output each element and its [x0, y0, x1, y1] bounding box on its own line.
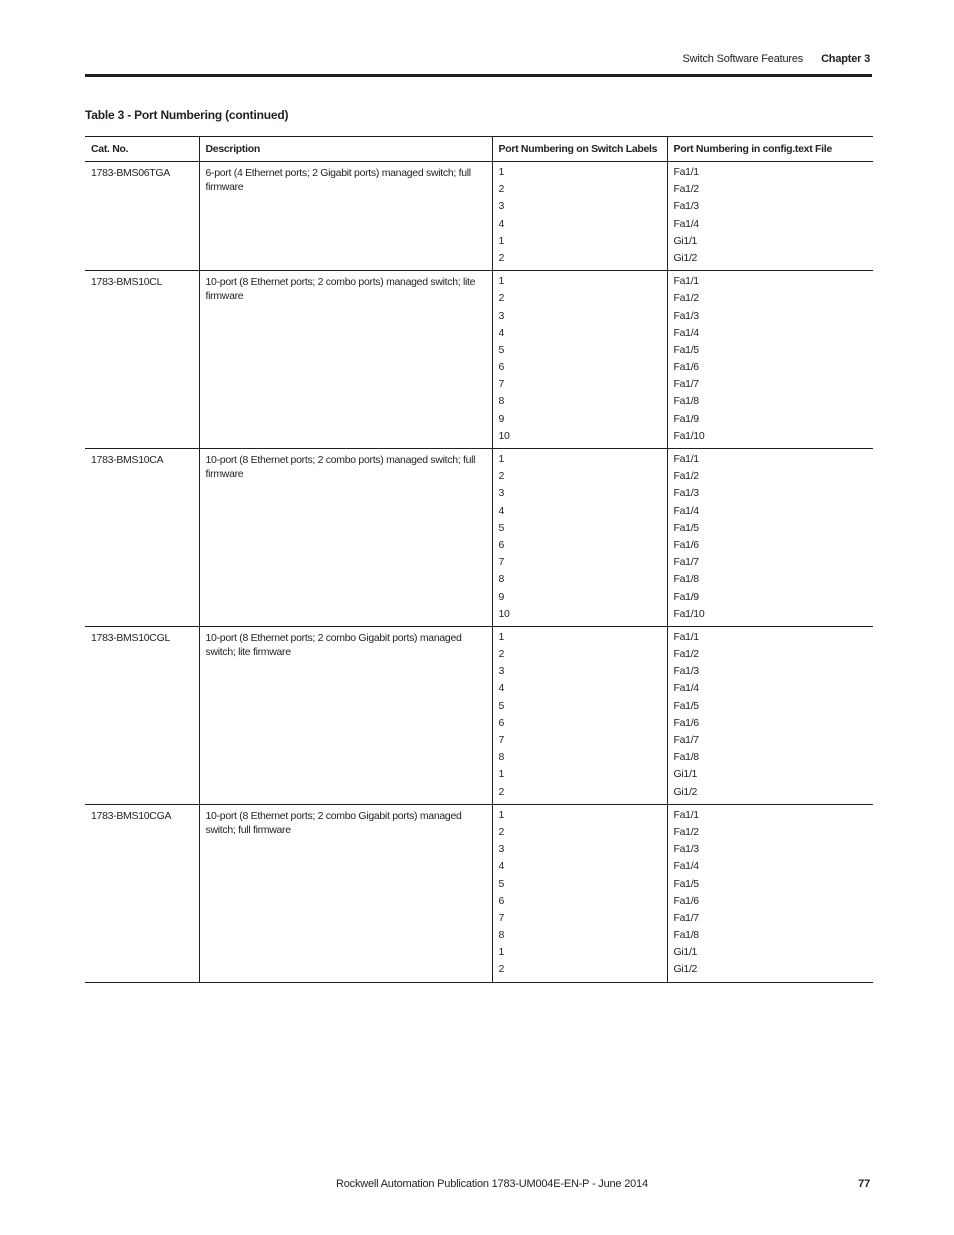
publication-id: Rockwell Automation Publication 1783-UM004E-EN-P - June 2014: [336, 1178, 648, 1190]
config-port-name: Gi1/2: [673, 785, 698, 798]
config-port-name: Fa1/7: [673, 911, 699, 924]
config-port-name: Fa1/8: [673, 573, 699, 586]
switch-label-cell: [492, 626, 667, 804]
switch-port-number: 8: [498, 929, 505, 942]
cat-no-cell: 1783-BMS10CGL: [85, 626, 199, 804]
switch-label-cell: [492, 271, 667, 449]
chapter-label: Chapter 3: [821, 53, 870, 65]
config-port-name: Fa1/5: [673, 699, 699, 712]
running-header: [683, 53, 870, 65]
table-row: [85, 162, 873, 271]
switch-port-number: 2: [498, 648, 505, 661]
config-file-cell: [667, 449, 873, 627]
config-port-name: Fa1/4: [673, 326, 699, 339]
config-port-name: Fa1/1: [673, 166, 699, 178]
switch-port-number: 5: [498, 521, 505, 534]
cat-no-cell: 1783-BMS06TGA: [85, 162, 199, 271]
switch-port-number: 2: [498, 785, 505, 798]
switch-port-number: 2: [498, 470, 505, 483]
config-port-name: Fa1/3: [673, 843, 699, 856]
config-port-name: Fa1/8: [673, 751, 699, 764]
switch-port-number: 3: [498, 200, 505, 213]
column-header-cat-no: Cat. No.: [85, 137, 199, 162]
cat-no-cell: 1783-BMS10CL: [85, 271, 199, 449]
table-header-row: [85, 137, 873, 162]
switch-port-number: 8: [498, 751, 505, 764]
config-port-name: Fa1/2: [673, 648, 699, 661]
switch-port-number: 7: [498, 378, 505, 391]
description-cell: 10-port (8 Ethernet ports; 2 combo ports) managed switch; lite firmware: [199, 271, 492, 449]
config-port-name: Fa1/1: [673, 808, 699, 821]
config-port-name: Fa1/3: [673, 665, 699, 678]
switch-port-number: 2: [498, 251, 505, 264]
config-file-cell: [667, 804, 873, 982]
section-title: Switch Software Features: [682, 53, 804, 65]
page-number: 77: [858, 1178, 870, 1190]
switch-port-number: 1: [498, 630, 505, 643]
config-port-name: Gi1/2: [673, 963, 698, 976]
description-cell: 6-port (4 Ethernet ports; 2 Gigabit ports) managed switch; full firmware: [199, 162, 492, 271]
switch-port-number: 2: [498, 183, 505, 196]
config-port-name: Fa1/4: [673, 504, 699, 517]
switch-port-number: 1: [498, 234, 505, 247]
table-row: [85, 804, 873, 982]
port-numbering-table: [85, 136, 873, 983]
switch-port-number: 5: [498, 699, 505, 712]
cat-no-cell: 1783-BMS10CA: [85, 449, 199, 627]
config-file-cell: [667, 626, 873, 804]
config-port-name: Fa1/4: [673, 217, 699, 230]
switch-port-number: 7: [498, 911, 505, 924]
switch-label-cell: [492, 804, 667, 982]
config-port-name: Fa1/4: [673, 682, 699, 695]
config-port-name: Fa1/2: [673, 183, 699, 196]
config-port-name: Fa1/2: [673, 825, 699, 838]
switch-label-cell: [492, 449, 667, 627]
description-cell: 10-port (8 Ethernet ports; 2 combo Gigabit ports) managed switch; lite firmware: [199, 626, 492, 804]
header-rule: [85, 74, 872, 77]
cat-no-cell: 1783-BMS10CGA: [85, 804, 199, 982]
switch-port-number: 10: [498, 429, 510, 442]
config-port-name: Fa1/7: [673, 378, 699, 391]
config-port-name: Gi1/2: [673, 251, 698, 264]
config-port-name: Fa1/9: [673, 590, 699, 603]
switch-port-number: 4: [498, 682, 505, 695]
config-port-name: Fa1/10: [673, 607, 705, 620]
switch-port-number: 8: [498, 573, 505, 586]
switch-port-number: 7: [498, 734, 505, 746]
switch-port-number: 4: [498, 504, 505, 517]
config-port-name: Fa1/2: [673, 292, 699, 305]
switch-port-number: 1: [498, 946, 505, 959]
switch-port-number: 1: [498, 768, 505, 781]
config-port-name: Fa1/3: [673, 487, 699, 500]
config-port-name: Gi1/1: [673, 768, 698, 781]
switch-port-number: 3: [498, 665, 505, 678]
switch-port-number: 6: [498, 361, 505, 374]
switch-port-number: 6: [498, 716, 505, 729]
config-port-name: Fa1/6: [673, 538, 699, 551]
table-row: [85, 271, 873, 449]
switch-port-number: 2: [498, 963, 505, 976]
config-port-name: Fa1/2: [673, 470, 699, 483]
switch-port-number: 3: [498, 487, 505, 500]
switch-port-number: 4: [498, 326, 505, 339]
config-port-name: Fa1/3: [673, 309, 699, 322]
config-port-name: Fa1/1: [673, 453, 699, 465]
config-port-name: Fa1/4: [673, 860, 699, 873]
config-port-name: Fa1/9: [673, 412, 699, 425]
config-port-name: Fa1/3: [673, 200, 699, 213]
switch-port-number: 6: [498, 538, 505, 551]
config-port-name: Fa1/8: [673, 929, 699, 942]
switch-port-number: 2: [498, 825, 505, 838]
switch-port-number: 9: [498, 590, 505, 603]
config-port-name: Fa1/5: [673, 343, 699, 356]
switch-port-number: 3: [498, 843, 505, 856]
config-port-name: Fa1/1: [673, 630, 699, 643]
table-row: [85, 449, 873, 627]
switch-port-number: 2: [498, 292, 505, 305]
switch-port-number: 6: [498, 894, 505, 907]
config-port-name: Fa1/5: [673, 877, 699, 890]
column-header-config-file: Port Numbering in config.text File: [667, 137, 873, 162]
switch-port-number: 9: [498, 412, 505, 425]
table-caption: Table 3 - Port Numbering (continued): [85, 108, 289, 122]
switch-port-number: 1: [498, 453, 505, 465]
config-file-cell: [667, 162, 873, 271]
config-port-name: Fa1/6: [673, 894, 699, 907]
config-file-cell: [667, 271, 873, 449]
table-row: [85, 626, 873, 804]
column-header-switch-labels: Port Numbering on Switch Labels: [492, 137, 667, 162]
config-port-name: Fa1/5: [673, 521, 699, 534]
switch-port-number: 1: [498, 808, 505, 821]
switch-label-cell: [492, 162, 667, 271]
switch-port-number: 10: [498, 607, 510, 620]
config-port-name: Fa1/6: [673, 716, 699, 729]
switch-port-number: 3: [498, 309, 505, 322]
config-port-name: Fa1/10: [673, 429, 705, 442]
config-port-name: Fa1/8: [673, 395, 699, 408]
config-port-name: Fa1/1: [673, 275, 699, 288]
switch-port-number: 4: [498, 217, 505, 230]
switch-port-number: 8: [498, 395, 505, 408]
config-port-name: Fa1/6: [673, 361, 699, 374]
switch-port-number: 4: [498, 860, 505, 873]
switch-port-number: 7: [498, 556, 505, 569]
description-cell: 10-port (8 Ethernet ports; 2 combo ports) managed switch; full firmware: [199, 449, 492, 627]
config-port-name: Gi1/1: [673, 234, 698, 247]
description-cell: 10-port (8 Ethernet ports; 2 combo Gigabit ports) managed switch; full firmware: [199, 804, 492, 982]
config-port-name: Fa1/7: [673, 734, 699, 746]
config-port-name: Gi1/1: [673, 946, 698, 959]
switch-port-number: 5: [498, 877, 505, 890]
switch-port-number: 1: [498, 275, 505, 288]
switch-port-number: 1: [498, 166, 505, 178]
switch-port-number: 5: [498, 343, 505, 356]
config-port-name: Fa1/7: [673, 556, 699, 569]
column-header-description: Description: [199, 137, 492, 162]
